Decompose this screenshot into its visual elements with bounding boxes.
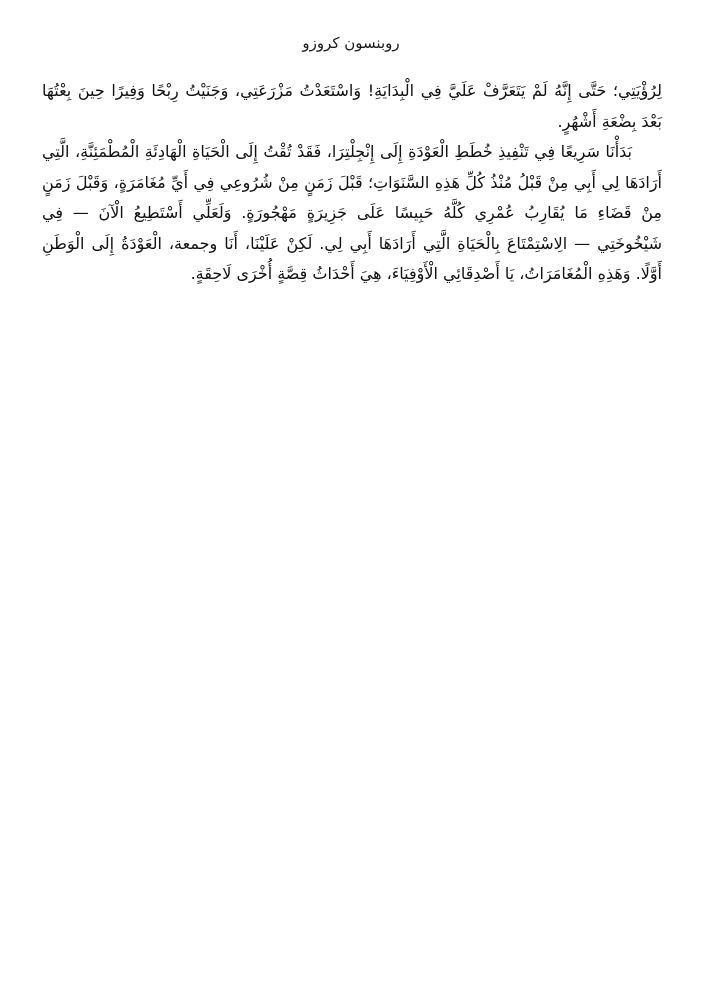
body-text <box>42 76 662 290</box>
running-head: روبنسون كروزو <box>302 34 400 52</box>
paragraph-1: لِرُؤْيَتِي؛ حَتَّى إِنَّهُ لَمْ يَتَعَرَّفْ عَلَيَّ فِي الْبِدَايَةِ! وَاسْتَعَدْتُ مَزْرَعَتِي، وَجَنَيْتُ رِبْحًا وَفِيرًا حِينَ بِعْتُهَا بَعْدَ بِضْعَةِ أَشْهُرٍ. <box>42 81 662 131</box>
paragraph-2: بَدَأْنَا سَرِيعًا فِي تَنْفِيذِ خُطَطِ الْعَوْدَةِ إِلَى إِنْجِلْتِرَا، فَقَدْ تُقْتُ إِلَى الْحَيَاةِ الْهَادِئَةِ الْمُطْمَئِنَّةِ، الَّتِي أَرَادَهَا لِي أَبِي مِنْ قَبْلُ مُنْذُ كُلِّ هَذِهِ السَّنَوَاتِ؛ قَبْلَ زَمَنٍ مِنْ شُرُوعِي فِي أَيِّ مُغَامَرَةٍ، وَقَبْلَ زَمَنٍ مِنْ قَضَاءِ مَا يُقَارِبُ عُمْرِي كُلَّهُ حَبِيسًا عَلَى جَزِيرَةٍ مَهْجُورَةٍ. وَلَعَلِّي أَسْتَطِيعُ الْآنَ — فِي شَيْخُوخَتِي — الِاسْتِمْتَاعَ بِالْحَيَاةِ الَّتِي أَرَادَهَا أَبِي لِي. لَكِنْ عَلَيْنَا، أَنَا وجمعة، الْعَوْدَةُ إِلَى الْوَطَنِ أَوَّلًا. وَهَذِهِ الْمُغَامَرَاتُ، يَا أَصْدِقَائِي الْأَوْفِيَاءَ، هِيَ أَحْدَاثُ قِصَّةٍ أُخْرَى لَاحِقَةٍ. <box>42 142 662 283</box>
